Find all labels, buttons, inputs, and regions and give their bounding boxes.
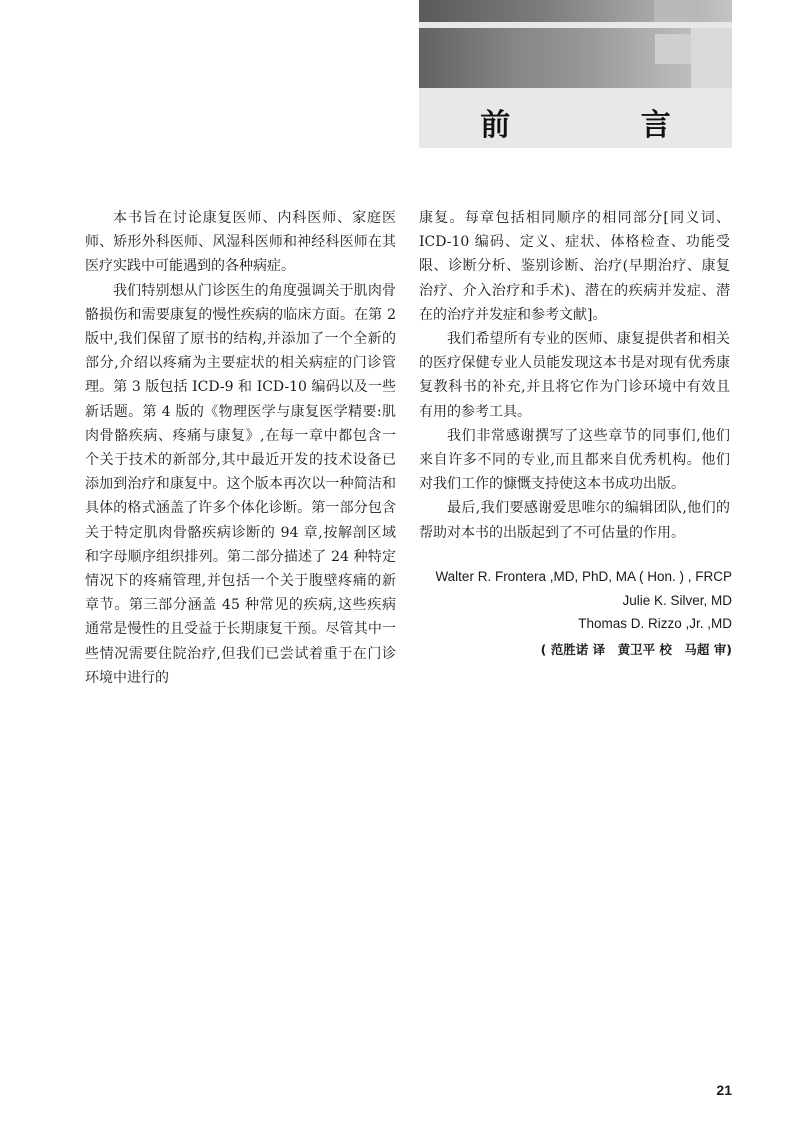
right-column — [419, 206, 730, 545]
left-column — [85, 206, 396, 690]
block-tile — [691, 28, 732, 88]
paragraph: 我们非常感谢撰写了这些章节的同事们,他们来自许多不同的专业,而且都来自优秀机构。他们对我们工作的慷慨支持使这本书成功出版。 — [419, 427, 730, 493]
translator-credit: ( 范胜诺 译 黄卫平 校 马超 审) — [540, 641, 732, 657]
author-line: Julie K. Silver, MD — [622, 592, 732, 608]
paragraph: 本书旨在讨论康复医师、内科医师、家庭医师、矫形外科医师、风湿科医师和神经科医师在其医疗实践中可能遇到的各种病症。 — [85, 210, 396, 275]
paragraph: 我们希望所有专业的医师、康复提供者和相关的医疗保健专业人员能发现这本书是对现有优秀康复教科书的补充,并且将它作为门诊环境中有效且有用的参考工具。 — [419, 331, 730, 420]
page-number: 21 — [716, 1082, 732, 1098]
strip-tile — [654, 0, 694, 22]
header-strip — [419, 0, 732, 22]
author-line: Thomas D. Rizzo ,Jr. ,MD — [578, 616, 732, 631]
paragraph: 最后,我们要感谢爱思唯尔的编辑团队,他们的帮助对本书的出版起到了不可估量的作用。 — [419, 500, 730, 541]
block-tile — [655, 34, 691, 64]
author-line: Walter R. Frontera ,MD, PhD, MA ( Hon. ) , FRCP — [435, 569, 732, 584]
paragraph: 我们特别想从门诊医生的角度强调关于肌肉骨骼损伤和需要康复的慢性疾病的临床方面。在第 2 版中,我们保留了原书的结构,并添加了一个全新的部分,介绍以疼痛为主要症状的相关病症的门诊管理。第 3 版包括 ICD-9 和 ICD-10 编码以及一些新话题。第 4 版的《物理医学与康复医学精要:肌肉骨骼疾病、疼痛与康复》,在每一章中都包含一个关于技术的新部分,其中最近开发的技术设备已添加到治疗和康复中。这个版本再次以一种简洁和具体的格式涵盖了许多个体化诊断。第一部分包含关于特定肌肉骨骼疾病诊断的 94 章,按解剖区域和字母顺序组织排列。第二部分描述了 24 种特定情况下的疼痛管理,并包括一个关于腹壁疼痛的新章节。第三部分涵盖 45 种常见的疾病,这些疾病通常是慢性的且受益于长期康复干预。尽管其中一些情况需要住院治疗,但我们已尝试着重于在门诊环境中进行的 — [85, 282, 396, 686]
header-block — [419, 28, 732, 88]
header-band — [419, 0, 732, 148]
paragraph: 康复。每章包括相同顺序的相同部分[同义词、ICD-10 编码、定义、症状、体格检查、功能受限、诊断分析、鉴别诊断、治疗(早期治疗、康复治疗、介入治疗和手术)、潜在的疾病并发症、潜在的治疗并发症和参考文献]。 — [419, 210, 730, 323]
signature-block — [419, 565, 732, 661]
page-title: 前 言 — [480, 108, 731, 143]
